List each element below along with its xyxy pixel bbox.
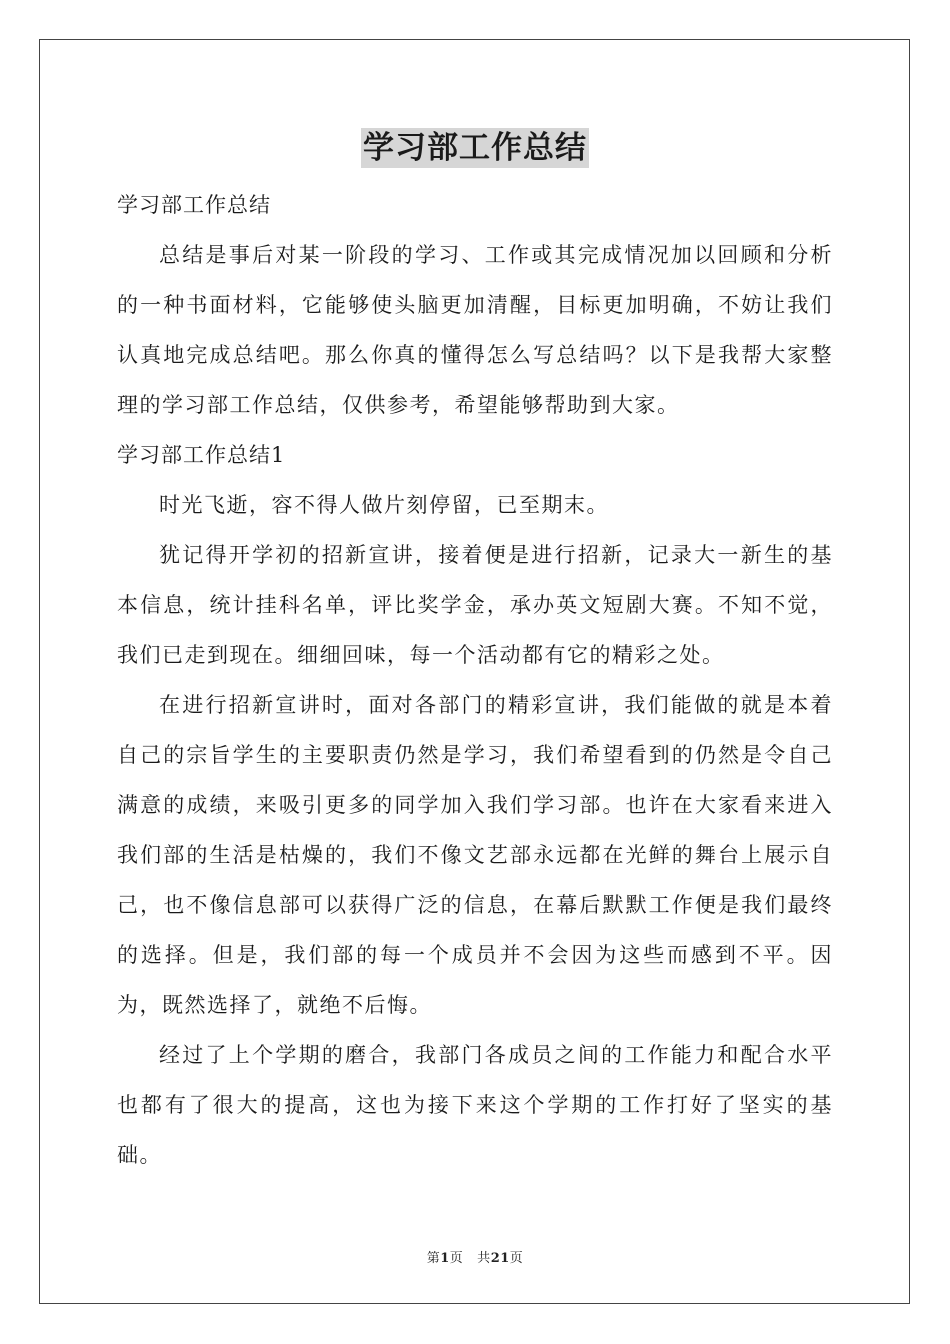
paragraph-2: 犹记得开学初的招新宣讲，接着便是进行招新，记录大一新生的基本信息，统计挂科名单，评比奖学金，承办英文短剧大赛。不知不觉，我们已走到现在。细细回味，每一个活动都有它的精彩之处。 [117,543,833,667]
section-heading: 学习部工作总结1 [117,443,286,467]
paragraph-3: 在进行招新宣讲时，面对各部门的精彩宣讲，我们能做的就是本着自己的宗旨学生的主要职责仍然是学习，我们希望看到的仍然是令自己满意的成绩，来吸引更多的同学加入我们学习部。也许在大家看来进入我们部的生活是枯燥的，我们不像文艺部永远都在光鲜的舞台上展示自己，也不像信息部可以获得广泛的信息，在幕后默默工作便是我们最终的选择。但是，我们部的每一个成员并不会因为这些而感到不平。因为，既然选择了，就绝不后悔。 [117,693,833,1017]
total-suffix: 页 [509,1251,524,1266]
paragraph-4: 经过了上个学期的磨合，我部门各成员之间的工作能力和配合水平也都有了很大的提高，这也为接下来这个学期的工作打好了坚实的基础。 [117,1043,833,1167]
total-pages: 21 [490,1251,510,1266]
document-title: 学习部工作总结 [363,130,587,166]
total-prefix: 共 [477,1251,491,1266]
page-number: 1 [440,1251,450,1266]
page-footer [0,1247,950,1266]
subtitle: 学习部工作总结 [117,193,271,217]
document-body [117,128,833,1180]
intro-paragraph: 总结是事后对某一阶段的学习、工作或其完成情况加以回顾和分析的一种书面材料，它能够使头脑更加清醒，目标更加明确，不妨让我们认真地完成总结吧。那么你真的懂得怎么写总结吗？以下是我帮大家整理的学习部工作总结，仅供参考，希望能够帮助到大家。 [117,243,833,417]
paragraph-1: 时光飞逝，容不得人做片刻停留，已至期末。 [159,493,609,517]
title-block [117,128,833,172]
page-prefix: 第 [426,1251,441,1266]
page-suffix: 页 [449,1251,464,1266]
